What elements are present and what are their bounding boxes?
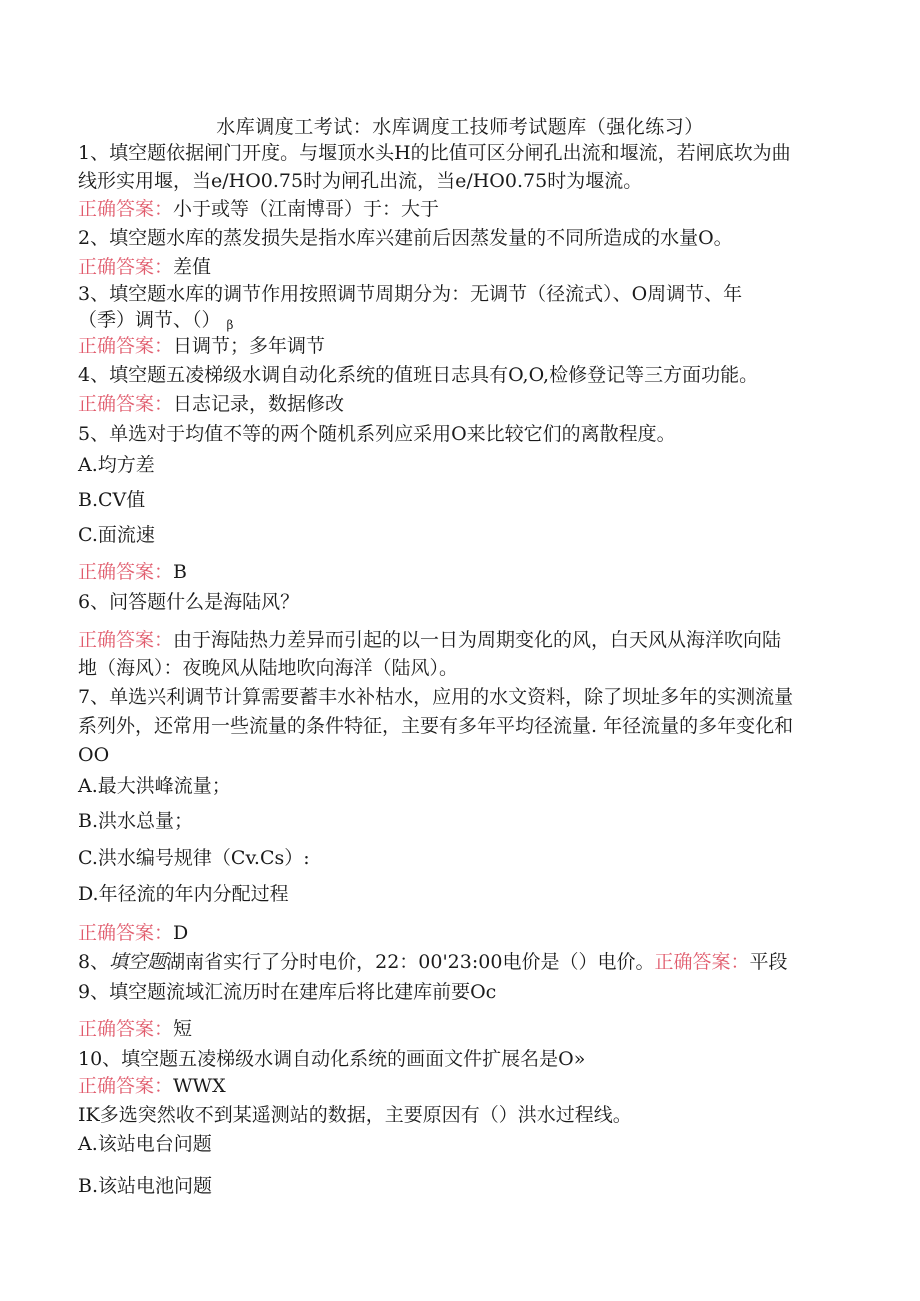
answer-value: 日调节；多年调节: [173, 335, 326, 357]
q7-option-b: B.洪水总量；: [78, 810, 194, 832]
q4-answer: [78, 390, 344, 418]
q10-answer: [78, 1072, 226, 1100]
answer-value-line-1: 由于海陆热力差异而引起的以一日为周期变化的风，白天风从海洋吹向陆: [173, 629, 782, 651]
q5-option-a: A.均方差: [78, 454, 155, 476]
q7-text-line-2: 系列外，还常用一些流量的条件特征，主要有多年平均径流量. 年径流量的多年变化和: [78, 715, 794, 737]
q3-beta-mark: β: [226, 318, 234, 332]
answer-label: 正确答案：: [78, 1018, 174, 1040]
q11-option-b: B.该站电池问题: [78, 1175, 213, 1197]
answer-value: 小于或等（江南博哥）于：大于: [173, 198, 440, 220]
q6-answer-line-2: 地（海风）：夜晚风从陆地吹向海洋（陆风）。: [78, 657, 459, 679]
q2-text-line-1: 2、填空题水库的蒸发损失是指水库兴建前后因蒸发量的不同所造成的水量O。: [78, 227, 733, 249]
q7-text-line-3: OO: [78, 744, 110, 766]
q7-text-line-1: 7、单选兴利调节计算需要蓄丰水补枯水，应用的水文资料，除了坝址多年的实测流量: [78, 686, 794, 708]
q6-text-line-1: 6、问答题什么是海陆风？: [78, 591, 300, 613]
answer-value: WWX: [173, 1075, 226, 1097]
q8-number: 8、: [78, 951, 110, 973]
document-title: 水库调度工考试：水库调度工技师考试题库（强化练习）: [216, 116, 704, 138]
q1-answer: [78, 195, 439, 223]
answer-label: 正确答案：: [78, 629, 174, 651]
q3-line-2-text: （季）调节、（）: [78, 309, 221, 331]
answer-value: 平段: [749, 951, 788, 973]
answer-label: 正确答案：: [78, 922, 174, 944]
q4-text-line-1: 4、填空题五凌梯级水调自动化系统的值班日志具有O,O,检修登记等三方面功能。: [78, 364, 759, 386]
answer-label: 正确答案：: [78, 393, 174, 415]
q7-option-a: A.最大洪峰流量；: [78, 775, 231, 797]
q8-line: [78, 948, 787, 976]
q3-text-line-1: 3、填空题水库的调节作用按照调节周期分为：无调节（径流式）、O周调节、年: [78, 283, 743, 305]
answer-value: 日志记录，数据修改: [173, 393, 345, 415]
q8-body: 湖南省实行了分时电价，22：00'23:00电价是（）电价。: [166, 951, 655, 973]
q2-answer: [78, 253, 211, 281]
q8-type-label: 填空题: [109, 951, 167, 973]
q7-option-d: D.年径流的年内分配过程: [78, 883, 289, 905]
answer-value: B: [173, 561, 187, 583]
answer-value: 短: [173, 1018, 193, 1040]
q6-answer: [78, 626, 781, 654]
answer-label: 正确答案：: [78, 256, 174, 278]
answer-value: 差值: [173, 256, 212, 278]
q11-text-line-1: IK多选突然收不到某遥测站的数据，主要原因有（）洪水过程线。: [78, 1104, 632, 1126]
answer-label: 正确答案：: [78, 335, 174, 357]
answer-label: 正确答案：: [78, 1075, 174, 1097]
q5-text-line-1: 5、单选对于均值不等的两个随机系列应采用O来比较它们的离散程度。: [78, 423, 676, 445]
answer-value: D: [173, 922, 189, 944]
q9-answer: [78, 1015, 192, 1043]
answer-label: 正确答案：: [78, 561, 174, 583]
q7-answer: [78, 919, 188, 947]
q11-option-a: A.该站电台问题: [78, 1133, 212, 1155]
q5-option-b: B.CV值: [78, 489, 146, 511]
q5-answer: [78, 558, 187, 586]
answer-label: 正确答案：: [654, 951, 750, 973]
q3-answer: [78, 332, 325, 360]
q1-text-line-1: 1、填空题依据闸门开度。与堰顶水头H的比值可区分闸孔出流和堰流，若闸底坎为曲: [78, 142, 791, 164]
q10-text-line-1: 10、填空题五凌梯级水调自动化系统的画面文件扩展名是O»: [78, 1048, 586, 1070]
q9-text-line-1: 9、填空题流域汇流历时在建库后将比建库前要Oc: [78, 981, 497, 1003]
q7-option-c: C.洪水编号规律（Cv.Cs）:: [78, 847, 310, 869]
q1-text-line-2: 线形实用堰，当e/HO0.75时为闸孔出流，当e/HO0.75时为堰流。: [78, 170, 643, 192]
q5-option-c: C.面流速: [78, 524, 155, 546]
answer-label: 正确答案：: [78, 198, 174, 220]
